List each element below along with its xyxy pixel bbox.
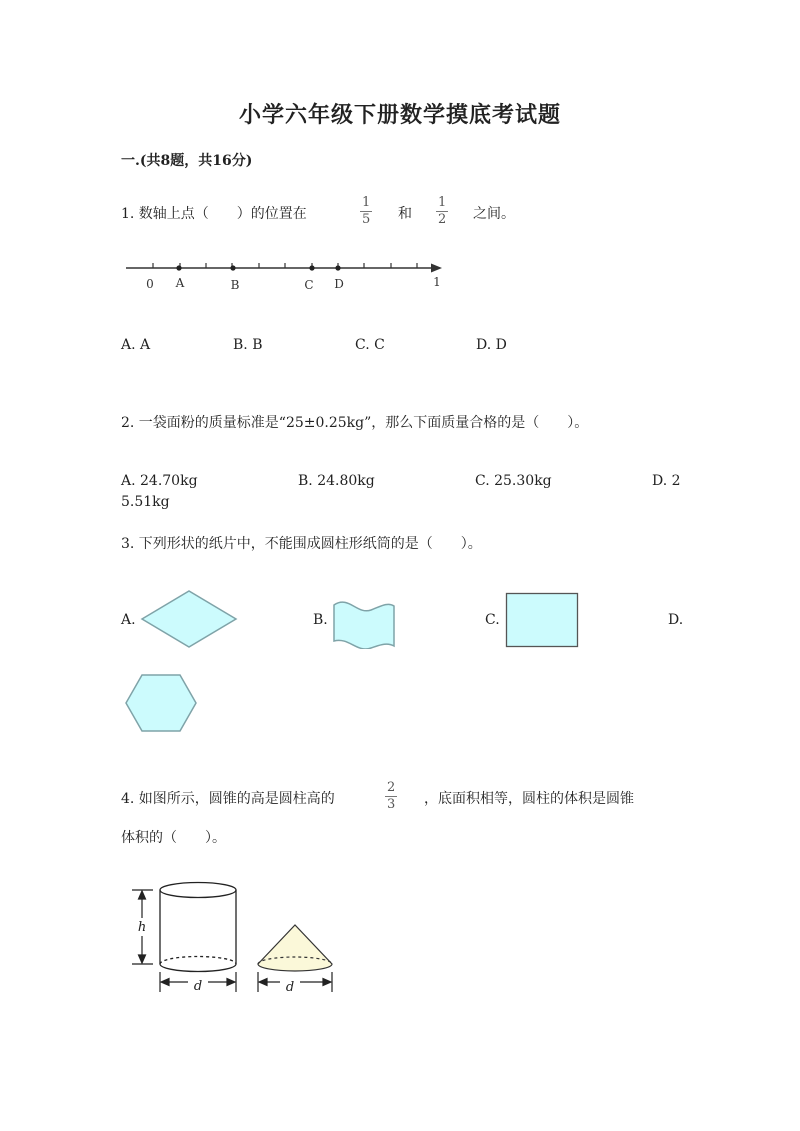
hexagon-shape[interactable] <box>123 672 199 734</box>
fraction-denominator: 2 <box>438 212 447 228</box>
question-2-text: 2. 一袋面粉的质量标准是“25±0.25kg”，那么下面质量合格的是（ ）。 <box>121 415 589 431</box>
number-line-arrow <box>431 264 442 273</box>
q1-option-c[interactable]: C. C <box>355 337 385 353</box>
label-a: A <box>175 276 185 290</box>
point-d <box>335 265 340 270</box>
label-c: C <box>304 278 314 292</box>
label-d: D <box>334 277 344 291</box>
q2-option-d[interactable]: D. 2 <box>652 473 681 489</box>
question-1-text <box>121 203 307 223</box>
question-1-and: 和 <box>398 206 412 222</box>
number-line-figure <box>120 255 460 300</box>
fraction-numerator: 1 <box>438 195 447 210</box>
cone <box>258 925 332 971</box>
point-a <box>176 265 181 270</box>
q1-option-b[interactable]: B. B <box>233 337 263 353</box>
question-1-tail: 之间。 <box>473 206 515 222</box>
fraction-denominator: 3 <box>387 797 396 813</box>
label-d-cylinder: d <box>193 979 203 994</box>
rhombus-shape[interactable] <box>140 588 238 650</box>
fraction-one-fifth <box>360 196 372 228</box>
wavy-sheet-shape[interactable] <box>331 599 397 649</box>
question-4-middle: ，底面积相等，圆柱的体积是圆锥 <box>424 791 634 807</box>
fraction-one-half <box>436 196 448 228</box>
q2-option-a[interactable]: A. 24.70kg <box>121 473 198 489</box>
q3-option-d-label[interactable]: D. <box>668 612 684 628</box>
rectangle-shape[interactable] <box>505 592 579 648</box>
page-title: 小学六年级下册数学摸底考试题 <box>238 102 561 128</box>
q3-option-c-label[interactable]: C. <box>485 612 500 628</box>
fraction-denominator: 5 <box>362 212 371 228</box>
q2-option-c[interactable]: C. 25.30kg <box>475 473 552 489</box>
label-one: 1 <box>433 275 441 289</box>
label-h: h <box>137 920 147 935</box>
point-c <box>309 265 314 270</box>
q3-option-a-label[interactable]: A. <box>121 612 136 628</box>
question-4-line2: 体积的（ ）。 <box>121 830 226 846</box>
label-zero: 0 <box>146 277 154 291</box>
q1-option-d[interactable]: D. D <box>476 337 507 353</box>
q2-option-d-wrap: 5.51kg <box>121 494 170 510</box>
point-b <box>230 265 235 270</box>
question-4-stem: 4. 如图所示，圆锥的高是圆柱高的 <box>121 791 335 807</box>
question-1-stem: 1. 数轴上点（ ）的位置在 <box>121 206 307 222</box>
question-3-text: 3. 下列形状的纸片中，不能围成圆柱形纸筒的是（ ）。 <box>121 536 482 552</box>
section-heading: 一.(共8题，共16分) <box>121 153 253 169</box>
q1-option-a[interactable]: A. A <box>121 337 151 353</box>
fraction-numerator: 2 <box>387 780 396 795</box>
fraction-two-thirds <box>385 781 397 813</box>
label-b: B <box>230 278 240 292</box>
q3-option-b-label[interactable]: B. <box>313 612 328 628</box>
q2-option-b[interactable]: B. 24.80kg <box>298 473 375 489</box>
cylinder-cone-figure <box>125 878 340 1000</box>
cylinder <box>160 883 236 972</box>
fraction-numerator: 1 <box>362 195 371 210</box>
label-d-cone: d <box>285 980 295 995</box>
